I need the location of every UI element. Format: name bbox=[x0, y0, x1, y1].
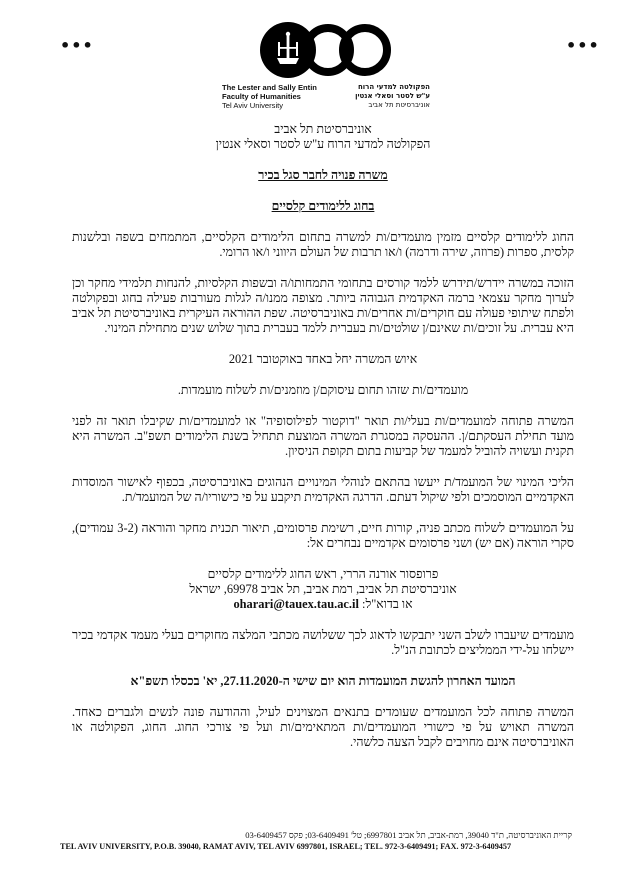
address-line-3 bbox=[72, 597, 574, 612]
deadline-notice: המועד האחרון להגשת המועמדות הוא יום שישי ה-27.11.2020, יא' בכסלו תשפ"א bbox=[130, 674, 516, 688]
paragraph-duties: הזוכה במשרה יידרש/תידרש ללמד קורסים בתחומי התמחותו/ה ובשפות הקלסיות, להנחות תלמידי מחקר וכן לערוך מחקר עצמאי ברמה האקדמית הגבוהה ביותר. מצופה ממנו/ה לגלות מעורבות פעילה בחוג ובפקולטה ולפתח שיתופי פעולה עם חוקרים/ות אחרים/ות באוניברסיטה. שפת ההוראה העיקרית באוניברסיטת תל אביב היא עברית. על זוכים/ות שאינם/ן שולטים/ות בעברית ללמד בעברית בתוך שלוש שנים מתחילת המינוי. bbox=[72, 276, 574, 335]
paragraph-eligibility: המשרה פתוחה למועמדים/ות בעלי/ות תואר "דוקטור לפילוסופיה" או למועמדים/ות שקיבלו תואר זה לפני מועד תחילת העסקתם/ן. ההעסקה במסגרת המשרה המוצעת תתחיל בשנת הלימודים תשפ"ב. המשרה היא תקנית ועשויה להוביל למעמד של קביעות בתום תקופת הניסיון. bbox=[72, 414, 574, 458]
paragraph-start-date: איוש המשרה יחל באחד באוקטובר 2021 bbox=[228, 352, 418, 366]
faculty-logo bbox=[220, 20, 430, 110]
paragraph-documents: על המועמדים לשלוח מכתב פניה, קורות חיים, רשימת פרסומים, תיאור תכנית מחקר והוראה (3-2 עמודים), סקרי הוראה (אם יש) ושני פרסומים אקדמיים נבחרים אל: bbox=[72, 521, 574, 550]
department-name: בחוג ללימודים קלסיים bbox=[271, 199, 375, 213]
page-footer bbox=[60, 830, 572, 852]
logo-english-text bbox=[222, 83, 322, 110]
email-prefix: או בדוא"ל: bbox=[362, 597, 413, 611]
logo-en-line: The Lester and Sally Entin bbox=[222, 83, 317, 92]
logo-he-line: אוניברסיטת תל אביב bbox=[368, 101, 430, 109]
more-menu-right-icon[interactable]: ••• bbox=[566, 36, 600, 55]
paragraph-recommendations: מועמדים שיעברו לשלב השני יתבקשו לדאוג לכך ששלושה מכתבי המלצה מחוקרים בעלי מעמד אקדמי בכיר יישלחו על-ידי הממליצים לכתובת הנ"ל. bbox=[72, 628, 574, 657]
footer-english-address: TEL AVIV UNIVERSITY, P.O.B. 39040, RAMAT AVIV, TEL AVIV 6997801, ISRAEL; TEL. 972-3-6409491; FAX. 972-3-6409457 bbox=[60, 842, 512, 851]
address-line-1: פרופסור אורנה הררי, ראש החוג ללימודים קלסיים bbox=[207, 567, 439, 581]
logo-circles-icon bbox=[258, 20, 393, 80]
logo-en-line: Tel Aviv University bbox=[222, 101, 284, 110]
paragraph-invite: מועמדים/ות שזהו תחום עיסוקם/ן מוזמנים/ות לשלוח מועמדות. bbox=[177, 383, 469, 397]
email-link[interactable]: oharari@tauex.tau.ac.il bbox=[233, 597, 359, 611]
faculty-name: הפקולטה למדעי הרוח ע"ש לסטר וסאלי אנטין bbox=[215, 137, 431, 151]
address-line-2: אוניברסיטת תל אביב, רמת אביב, תל אביב 69978, ישראל bbox=[189, 582, 457, 596]
logo-he-line: הפקולטה למדעי הרוח bbox=[357, 83, 430, 91]
paragraph-intro: החוג ללימודים קלסיים מזמין מועמדים/ות למשרה בתחום הלימודים הקלסיים, המתמחים בשפה ובלשנות קלסית, ספרות (פרוזה, שירה ודרמה) ו/או תרבות של העולם היווני ו/או הרומי. bbox=[72, 230, 574, 259]
logo-hebrew-text bbox=[330, 83, 430, 110]
logo-he-line: ע"ש לסטר וסאלי אנטין bbox=[355, 92, 430, 100]
paragraph-procedure: הליכי המינוי של המועמד/ת ייעשו בהתאם לנוהלי המינויים הנהוגים באוניברסיטה, בכפוף לאישור המוסדות האקדמיים המוסמכים ולפי שיקול דעתם. הדרגה האקדמית תיקבע על פי כישוריו/ה של המועמד/ת. bbox=[72, 475, 574, 504]
logo-en-line: Faculty of Humanities bbox=[222, 92, 301, 101]
footer-hebrew-address: קריית האוניברסיטה, ת"ד 39040, רמת-אביב, תל אביב 6997801; טל' 03-6409491; פקס 03-6409457 bbox=[245, 830, 572, 840]
more-menu-left-icon[interactable]: ••• bbox=[60, 36, 94, 55]
letter-title: משרה פנויה לחבר סגל בכיר bbox=[258, 168, 388, 182]
letter-body bbox=[72, 122, 574, 750]
paragraph-equal-opportunity: המשרה פתוחה לכל המועמדים שעומדים בתנאים המצוינים לעיל, וההודעה פונה לנשים ולגברים כאחד. המשרה תאויש על פי כישורי המועמדים/ות המתאימים/ות ועל פי צורכי החוג. החוג, הפקולטה או האוניברסיטה אינם מחויבים לקבל הצעה כלשהי. bbox=[72, 705, 574, 749]
org-name: אוניברסיטת תל אביב bbox=[274, 122, 372, 136]
